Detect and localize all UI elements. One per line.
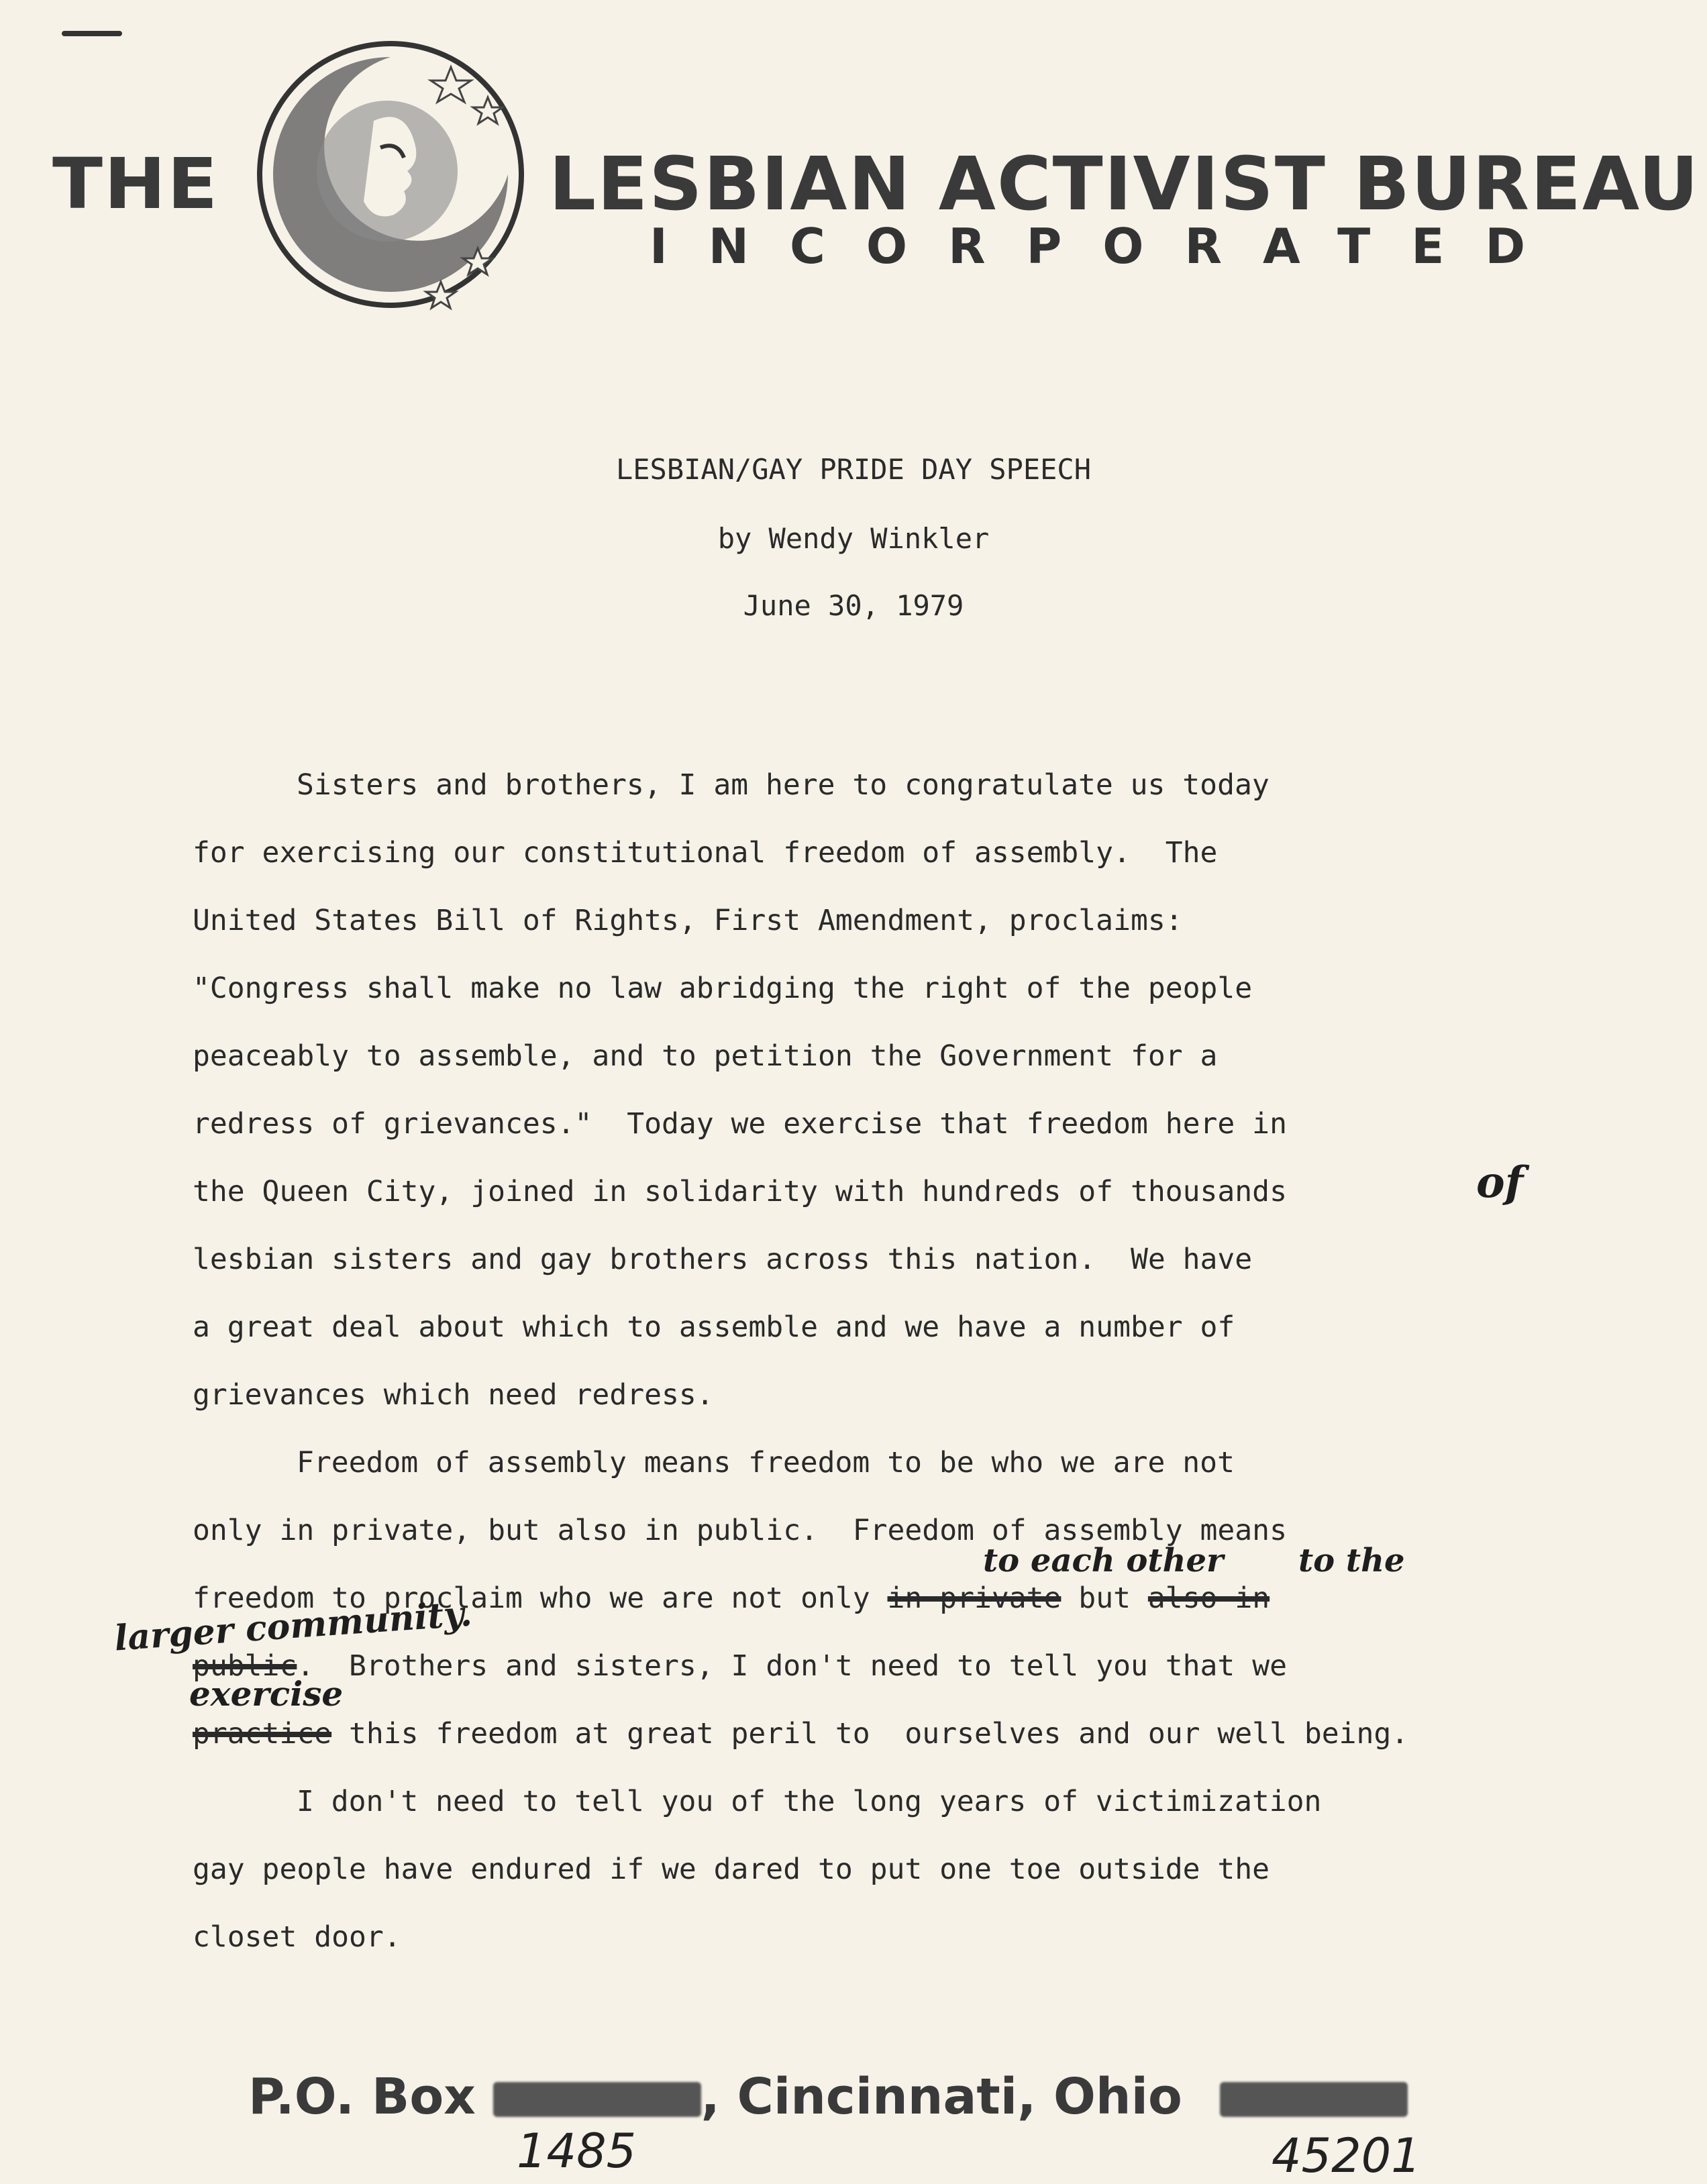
pen-mark [62, 31, 122, 36]
redacted-zip [1220, 2082, 1408, 2117]
handwritten-to-the: to the [1298, 1542, 1405, 1579]
document-date: June 30, 1979 [743, 589, 964, 622]
struck-text: public [193, 1649, 297, 1683]
struck-text: practice [193, 1717, 332, 1751]
document-byline: by Wendy Winkler [717, 522, 990, 555]
body-line: United States Bill of Rights, First Amendment, proclaims: [193, 904, 1183, 937]
body-line: only in private, but also in public. Freedom of assembly means [193, 1514, 1287, 1547]
body-line: a great deal about which to assemble and we have a number of [193, 1310, 1235, 1344]
handwritten-larger-community: larger community. [113, 1593, 474, 1659]
handwritten-to-each-other: to each other [983, 1542, 1224, 1579]
body-line: redress of grievances." Today we exercise that freedom here in [193, 1107, 1287, 1141]
moon-face-stars-icon [250, 27, 531, 322]
body-line [193, 1700, 1408, 1768]
handwritten-box-number: 1485 [517, 2124, 637, 2179]
body-text-segment: freedom to proclaim who we are not only [193, 1581, 888, 1615]
handwritten-exercise: exercise [189, 1674, 344, 1714]
footer-city: , Cincinnati, Ohio [701, 2068, 1182, 2126]
letterhead-the: THE [52, 143, 219, 225]
body-line: Sisters and brothers, I am here to congratulate us today [297, 768, 1270, 802]
struck-text: in private [887, 1581, 1062, 1615]
body-line: for exercising our constitutional freedom of assembly. The [193, 836, 1218, 870]
body-line: gay people have endured if we dared to put one toe outside the [193, 1853, 1270, 1886]
body-line: the Queen City, joined in solidarity with hundreds of thousands [193, 1175, 1287, 1208]
struck-text: also in [1147, 1581, 1270, 1615]
body-line: grievances which need redress. [193, 1378, 714, 1412]
body-text-segment: . Brothers and sisters, I don't need to tell you that we [297, 1649, 1287, 1683]
footer-address [248, 2068, 1408, 2126]
body-line: peaceably to assemble, and to petition the Government for a [193, 1039, 1218, 1073]
letterhead-organization: LESBIAN ACTIVIST BUREAU [549, 141, 1700, 227]
handwritten-of: of [1476, 1157, 1524, 1208]
handwritten-zip: 45201 [1272, 2128, 1421, 2183]
letterhead-incorporated: INCORPORATED [650, 218, 1567, 274]
body-text-segment: this freedom at great peril to ourselves and our well being. [331, 1717, 1409, 1751]
footer-po-box: P.O. Box [248, 2068, 476, 2126]
body-line: I don't need to tell you of the long years of victimization [297, 1785, 1322, 1818]
body-line: Freedom of assembly means freedom to be who we are not [297, 1446, 1235, 1479]
body-line [193, 1632, 1287, 1700]
body-line: closet door. [193, 1920, 401, 1954]
body-line: lesbian sisters and gay brothers across this nation. We have [193, 1243, 1253, 1276]
body-line: "Congress shall make no law abridging the right of the people [193, 972, 1253, 1005]
redacted-box-number [493, 2082, 701, 2117]
document-title: LESBIAN/GAY PRIDE DAY SPEECH [615, 453, 1091, 486]
body-text-segment: but [1061, 1581, 1148, 1615]
